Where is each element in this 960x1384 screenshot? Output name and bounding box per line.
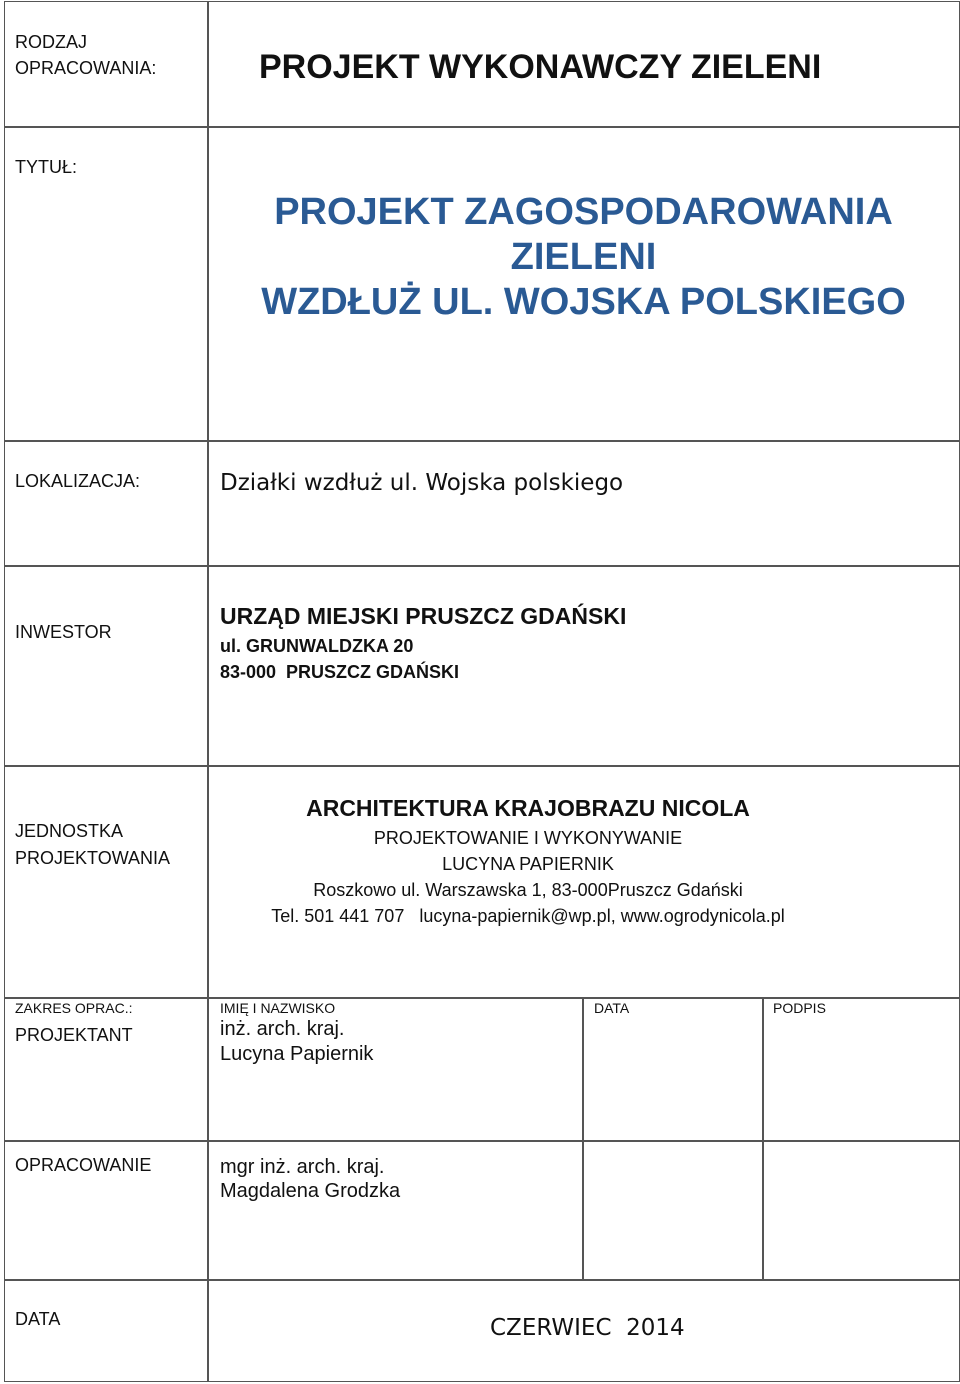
tytul-line2: ZIELENI bbox=[510, 236, 657, 278]
jednostka-line4: Tel. 501 441 707 lucyna-papiernik@wp.pl, www.ogrodynicola.pl bbox=[271, 906, 785, 926]
opracowanie-name-line2: Magdalena Grodzka bbox=[220, 1180, 401, 1202]
projektant-name-line2: Lucyna Papiernik bbox=[220, 1043, 374, 1065]
header-zakres: ZAKRES OPRAC.: bbox=[15, 1000, 133, 1016]
opracowanie-role: OPRACOWANIE bbox=[15, 1155, 152, 1175]
projektant-name-line1: inż. arch. kraj. bbox=[220, 1018, 345, 1040]
lokalizacja-value: Działki wzdłuż ul. Wojska polskiego bbox=[220, 470, 624, 496]
jednostka-label-line2: PROJEKTOWANIA bbox=[15, 848, 171, 868]
rodzaj-label-line1: RODZAJ bbox=[15, 32, 87, 52]
inwestor-label: INWESTOR bbox=[15, 622, 112, 642]
row-opracowanie-sign-cell bbox=[762, 1140, 960, 1281]
jednostka-line1: PROJEKTOWANIE I WYKONYWANIE bbox=[373, 828, 683, 848]
opracowanie-name-line1: mgr inż. arch. kraj. bbox=[220, 1156, 385, 1178]
header-imie: IMIĘ I NAZWISKO bbox=[220, 1000, 336, 1016]
tytul-line3: WZDŁUŻ UL. WOJSKA POLSKIEGO bbox=[261, 281, 906, 323]
inwestor-street: ul. GRUNWALDZKA 20 bbox=[220, 636, 414, 656]
data-value: CZERWIEC 2014 bbox=[490, 1315, 685, 1341]
row-projektant-date-cell bbox=[582, 997, 764, 1142]
tytul-line1: PROJEKT ZAGOSPODAROWANIA bbox=[274, 191, 893, 233]
row-projektant-sign-cell bbox=[762, 997, 960, 1142]
row-lokalizacja-label-cell bbox=[4, 440, 209, 567]
rodzaj-label-line2: OPRACOWANIA: bbox=[15, 58, 157, 78]
row-inwestor-label-cell bbox=[4, 565, 209, 767]
tytul-label: TYTUŁ: bbox=[15, 157, 78, 177]
data-label: DATA bbox=[15, 1309, 61, 1329]
row-opracowanie-date-cell bbox=[582, 1140, 764, 1281]
projektant-role: PROJEKTANT bbox=[15, 1025, 133, 1045]
row-lokalizacja-value-cell bbox=[207, 440, 960, 567]
lokalizacja-label: LOKALIZACJA: bbox=[15, 471, 141, 491]
header-data: DATA bbox=[594, 1000, 630, 1016]
jednostka-line3: Roszkowo ul. Warszawska 1, 83-000Pruszcz Gdański bbox=[313, 880, 743, 900]
rodzaj-value: PROJEKT WYKONAWCZY ZIELENI bbox=[259, 48, 822, 86]
inwestor-name: URZĄD MIEJSKI PRUSZCZ GDAŃSKI bbox=[220, 603, 627, 629]
header-podpis: PODPIS bbox=[773, 1000, 826, 1016]
jednostka-line2: LUCYNA PAPIERNIK bbox=[442, 854, 614, 874]
inwestor-city: 83-000 PRUSZCZ GDAŃSKI bbox=[220, 662, 460, 682]
row-projektant-role-cell bbox=[4, 997, 209, 1142]
jednostka-name: ARCHITEKTURA KRAJOBRAZU NICOLA bbox=[306, 795, 750, 821]
jednostka-label-line1: JEDNOSTKA bbox=[15, 821, 124, 841]
row-jednostka-label-cell bbox=[4, 765, 209, 999]
